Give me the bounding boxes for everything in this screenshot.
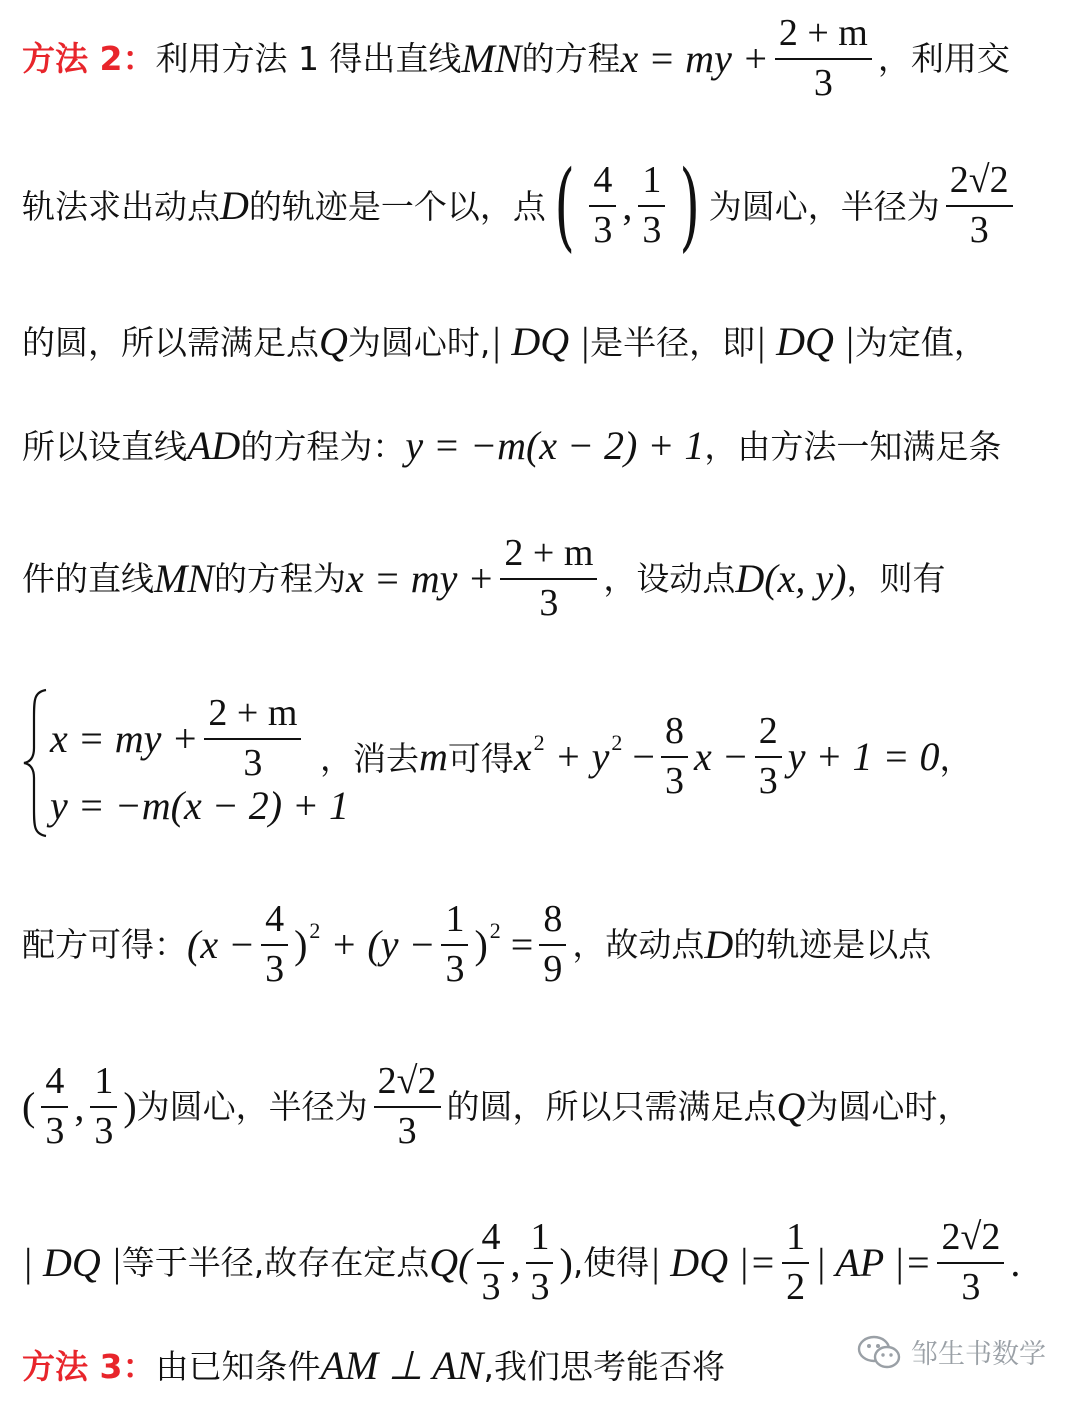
fraction-numerator: 4 [477,1218,504,1264]
fraction-numerator: 8 [661,712,688,758]
fraction-denominator: 3 [539,581,559,624]
fraction [500,534,597,624]
math-term: y + 1 = 0 [787,734,940,780]
watermark [857,1332,1046,1371]
text: 所以设直线 [22,426,187,466]
fraction-denominator: 3 [265,947,285,990]
system-row-1 [50,694,307,784]
math-term: x [513,734,532,780]
text: 的圆，所以需满足点 [22,322,319,362]
system-row-2 [50,782,349,829]
text: 是半径，即 [590,322,756,362]
text: 的方程为 [214,559,346,599]
text: ，消去 [320,739,419,779]
right-paren: ) [679,150,701,262]
method2-label: 方法 2： [22,39,156,79]
text: ，利用交 [877,39,1010,79]
watermark-text: 邹生书数学 [911,1339,1046,1370]
math-q: Q [319,319,348,364]
math-term: + y [544,734,610,780]
text: ,我们思考能否将 [483,1346,725,1386]
math-dq: | DQ |= [649,1239,777,1285]
method2-line8 [22,1062,1060,1152]
math-ad: AD [187,423,241,468]
fraction-denominator: 3 [94,1109,114,1152]
text: 利用方法 1 得出直线 [155,39,462,79]
text: 件的直线 [22,559,154,599]
fraction-denominator: 3 [45,1109,65,1152]
fraction-numerator: 1 [782,1218,809,1264]
exponent: 2 [489,917,501,943]
math-point: D(x, y) [735,555,847,601]
math-term: ( [22,1083,36,1129]
fraction-radius [946,161,1013,251]
fraction-denominator: 3 [445,947,465,990]
fraction-numerator: 2 + m [775,14,872,60]
math-equation: x = my + [50,716,199,762]
fraction-radius [374,1062,441,1152]
fraction [441,900,468,990]
math-term: = [500,921,534,967]
math-q: Q [776,1083,806,1129]
fraction-denominator: 3 [664,759,684,802]
exponent: 2 [309,917,321,943]
fraction [526,1218,553,1308]
math-term: ) [123,1083,137,1129]
math-q: Q( [429,1239,472,1285]
math-ap: | AP |= [815,1239,932,1285]
math-term: x − [693,734,749,780]
fraction [782,1218,809,1308]
fraction-denominator: 3 [530,1265,550,1308]
fraction [204,694,301,784]
fraction-denominator: 3 [642,209,662,251]
math-term: ) [294,921,308,967]
fraction-numerator: 4 [41,1062,68,1108]
text: 为圆心，半径为 [136,1087,368,1127]
fraction [477,1218,504,1308]
fraction [539,900,566,990]
math-term: ) [559,1239,573,1285]
fraction-denominator: 9 [543,947,563,990]
fraction-numerator: 2√2 [374,1062,441,1108]
math-d: D [220,183,249,228]
math-mn: MN [154,555,214,601]
method2-line3 [22,319,1060,364]
comma: , [622,183,633,228]
fraction [41,1062,68,1152]
fraction [661,712,688,802]
math-d: D [704,921,734,967]
math-term: (x − [187,921,256,967]
fraction-numerator: 1 [638,161,665,207]
text: 轨法求出动点 [22,186,220,226]
text: 的轨迹是以点 [733,925,932,965]
math-dq: | DQ | [490,319,591,364]
text: ,使得 [572,1243,650,1283]
text: ，设动点 [603,559,736,599]
math-equation: x = my + [346,555,495,601]
math-equation: y = −m(x − 2) + 1 [405,423,705,468]
fraction-numerator: 1 [90,1062,117,1108]
wechat-icon [857,1334,901,1370]
fraction-numerator: 8 [539,900,566,946]
fraction [755,712,782,802]
system-result [320,712,972,802]
method2-line2 [22,150,1060,262]
text: ，故动点 [572,925,705,965]
math-dq: | DQ | [22,1239,122,1285]
text: 的方程为： [240,426,406,466]
fraction-denominator: 3 [593,209,613,251]
fraction-denominator: 3 [243,741,263,784]
method2-line5 [22,534,1060,624]
math-term: ) [474,921,488,967]
math-equation: x = my + [620,35,769,81]
text: ，则有 [846,559,946,599]
fraction-denominator: 3 [961,1265,981,1308]
method2-line4 [22,423,1060,468]
fraction-numerator: 4 [261,900,288,946]
fraction [638,161,665,251]
text: ， [939,739,973,779]
method2-line7 [22,900,1060,990]
fraction [589,161,616,251]
text: 为圆心时， [805,1087,971,1127]
left-paren: ( [554,150,575,262]
fraction-numerator: 1 [526,1218,553,1264]
fraction-radius [937,1218,1004,1308]
text: 的方程 [521,39,621,79]
fraction-numerator: 2 + m [500,534,597,580]
fraction [261,900,288,990]
fraction-numerator: 2√2 [946,161,1013,207]
math-dq: | DQ | [755,319,855,364]
fraction-numerator: 2 + m [204,694,301,740]
text: 为定值， [854,322,987,362]
fraction-denominator: 3 [397,1109,417,1152]
exponent: 2 [533,729,545,755]
math-equation: y = −m(x − 2) + 1 [50,783,350,828]
math-perpendicular: AM ⊥ AN [320,1343,484,1388]
period: . [1010,1239,1021,1285]
text: 由已知条件 [155,1346,321,1386]
text: 为圆心，半径为 [708,186,940,226]
fraction-numerator: 4 [589,161,616,207]
fraction-denominator: 3 [813,61,833,104]
fraction-denominator: 3 [969,209,989,251]
fraction-numerator: 2 [755,712,782,758]
equation-system [22,688,350,838]
text: 的圆，所以只需满足点 [446,1087,777,1127]
text: 等于半径,故存在定点 [121,1243,430,1283]
text: 为圆心时, [347,322,491,362]
method2-line9 [22,1218,1060,1308]
fraction-denominator: 3 [481,1265,501,1308]
method3-label: 方法 3： [22,1346,156,1386]
fraction [90,1062,117,1152]
fraction-numerator: 1 [441,900,468,946]
method2-line1 [22,14,1060,104]
fraction-denominator: 2 [786,1265,806,1308]
exponent: 2 [611,729,623,755]
fraction [775,14,872,104]
text: 的轨迹是一个以，点 [248,186,546,226]
text: 可得 [447,739,514,779]
fraction-numerator: 2√2 [937,1218,1004,1264]
fraction-denominator: 3 [758,759,778,802]
comma: , [510,1239,521,1285]
left-brace [22,688,50,838]
math-term: − [622,734,655,780]
comma: , [74,1083,85,1129]
math-m: m [419,734,448,780]
math-term: + (y − [320,921,436,967]
text: 配方可得： [22,925,187,965]
text: ，由方法一知满足条 [704,426,1002,466]
math-mn: MN [461,35,522,81]
